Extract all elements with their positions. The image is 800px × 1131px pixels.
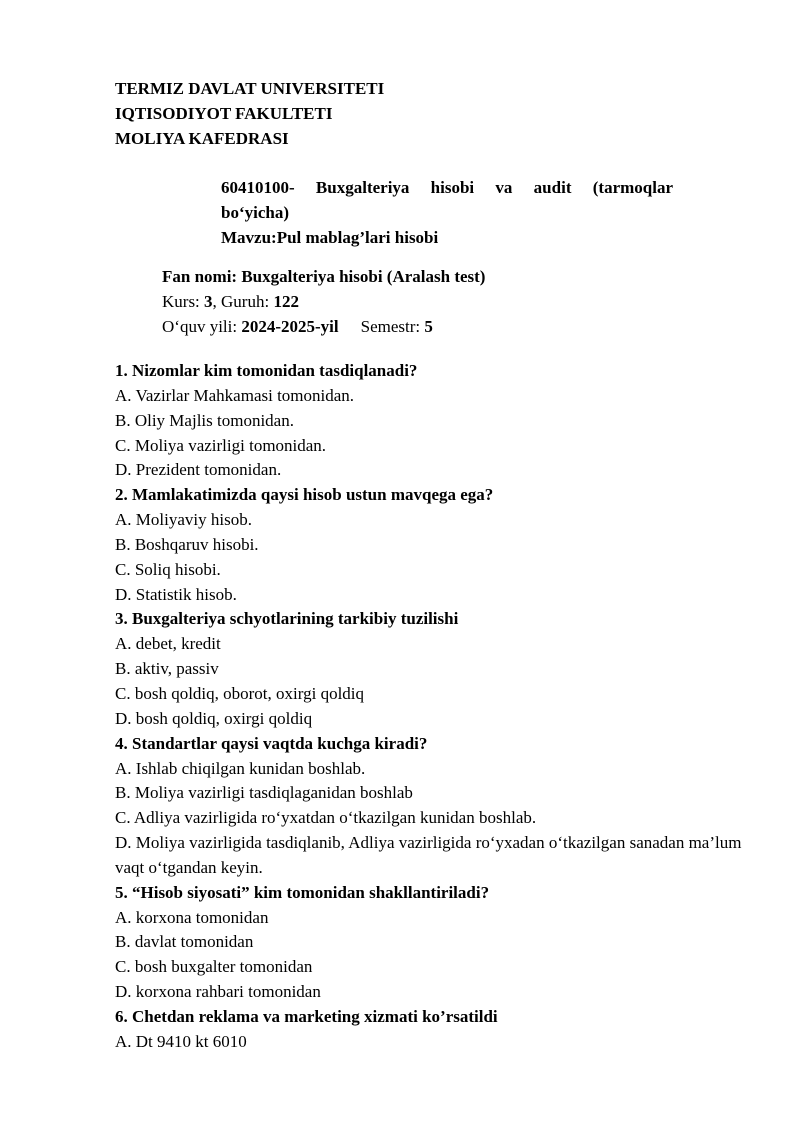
answer-option: A. debet, kredit [115, 634, 221, 654]
question-text: 6. Chetdan reklama va marketing xizmati ko’rsatildi [115, 1006, 498, 1026]
faculty-name: IQTISODIYOT FAKULTETI [115, 104, 333, 123]
year-semester-line [162, 314, 485, 339]
year-value: 2024-2025-yil [241, 317, 339, 336]
semester-label: Semestr: [360, 317, 425, 336]
semester-value: 5 [424, 317, 433, 336]
answer-option: A. Dt 9410 kt 6010 [115, 1031, 247, 1051]
institution-header [115, 76, 384, 151]
answer-option: D. Prezident tomonidan. [115, 460, 282, 480]
answer-option: C. Soliq hisobi. [115, 559, 221, 579]
answer-option: C. Moliya vazirligi tomonidan. [115, 435, 327, 455]
course-label: Kurs: [162, 292, 205, 311]
answer-option: B. Oliy Majlis tomonidan. [115, 410, 294, 430]
answer-option: B. aktiv, passiv [115, 659, 219, 679]
answer-option: C. bosh qoldiq, oborot, oxirgi qoldiq [115, 683, 365, 703]
year-label: O‘quv yili: [162, 317, 242, 336]
group-label: , Guruh: [212, 292, 274, 311]
subject-name: Fan nomi: Buxgalteriya hisobi (Aralash test) [162, 267, 486, 286]
group-value: 122 [273, 292, 299, 311]
question-text: 1. Nizomlar kim tomonidan tasdiqlanadi? [115, 361, 418, 380]
answer-option: A. korxona tomonidan [115, 907, 269, 927]
topic-title: Mavzu:Pul mablag’lari hisobi [221, 228, 439, 247]
answer-option: C. bosh buxgalter tomonidan [115, 957, 313, 977]
answer-option: B. davlat tomonidan [115, 932, 254, 952]
question-text: 3. Buxgalteriya schyotlarining tarkibiy tuzilishi [115, 609, 459, 629]
specialty-line-2: bo‘yicha) [221, 203, 289, 222]
department-name: MOLIYA KAFEDRASI [115, 129, 289, 148]
specialty-block [221, 175, 673, 250]
course-info [162, 264, 485, 339]
specialty-line-1: 60410100- Buxgalteriya hisobi va audit (tarmoqlar [221, 178, 673, 197]
answer-option: D. Moliya vazirligida tasdiqlanib, Adliya vazirligida ro‘yxadan o‘tkazilgan sanadan ma’lum vaqt o‘tgandan keyin. [115, 833, 742, 877]
answer-option: B. Boshqaruv hisobi. [115, 534, 259, 554]
answer-option: B. Moliya vazirligi tasdiqlaganidan boshlab [115, 783, 413, 803]
course-group-line [162, 289, 485, 314]
answer-option: D. korxona rahbari tomonidan [115, 982, 321, 1002]
course-value: 3 [204, 292, 213, 311]
question-text: 5. “Hisob siyosati” kim tomonidan shakllantiriladi? [115, 882, 490, 902]
question-text: 2. Mamlakatimizda qaysi hisob ustun mavqega ega? [115, 485, 494, 505]
questions-list [115, 359, 755, 1055]
answer-option: D. bosh qoldiq, oxirgi qoldiq [115, 708, 313, 728]
question-text: 4. Standartlar qaysi vaqtda kuchga kiradi? [115, 733, 428, 753]
answer-option: D. Statistik hisob. [115, 584, 237, 604]
answer-option: C. Adliya vazirligida ro‘yxatdan o‘tkazilgan kunidan boshlab. [115, 808, 537, 828]
university-name: TERMIZ DAVLAT UNIVERSITETI [115, 79, 385, 98]
answer-option: A. Ishlab chiqilgan kunidan boshlab. [115, 758, 366, 778]
answer-option: A. Vazirlar Mahkamasi tomonidan. [115, 385, 355, 405]
answer-option: A. Moliyaviy hisob. [115, 510, 252, 530]
